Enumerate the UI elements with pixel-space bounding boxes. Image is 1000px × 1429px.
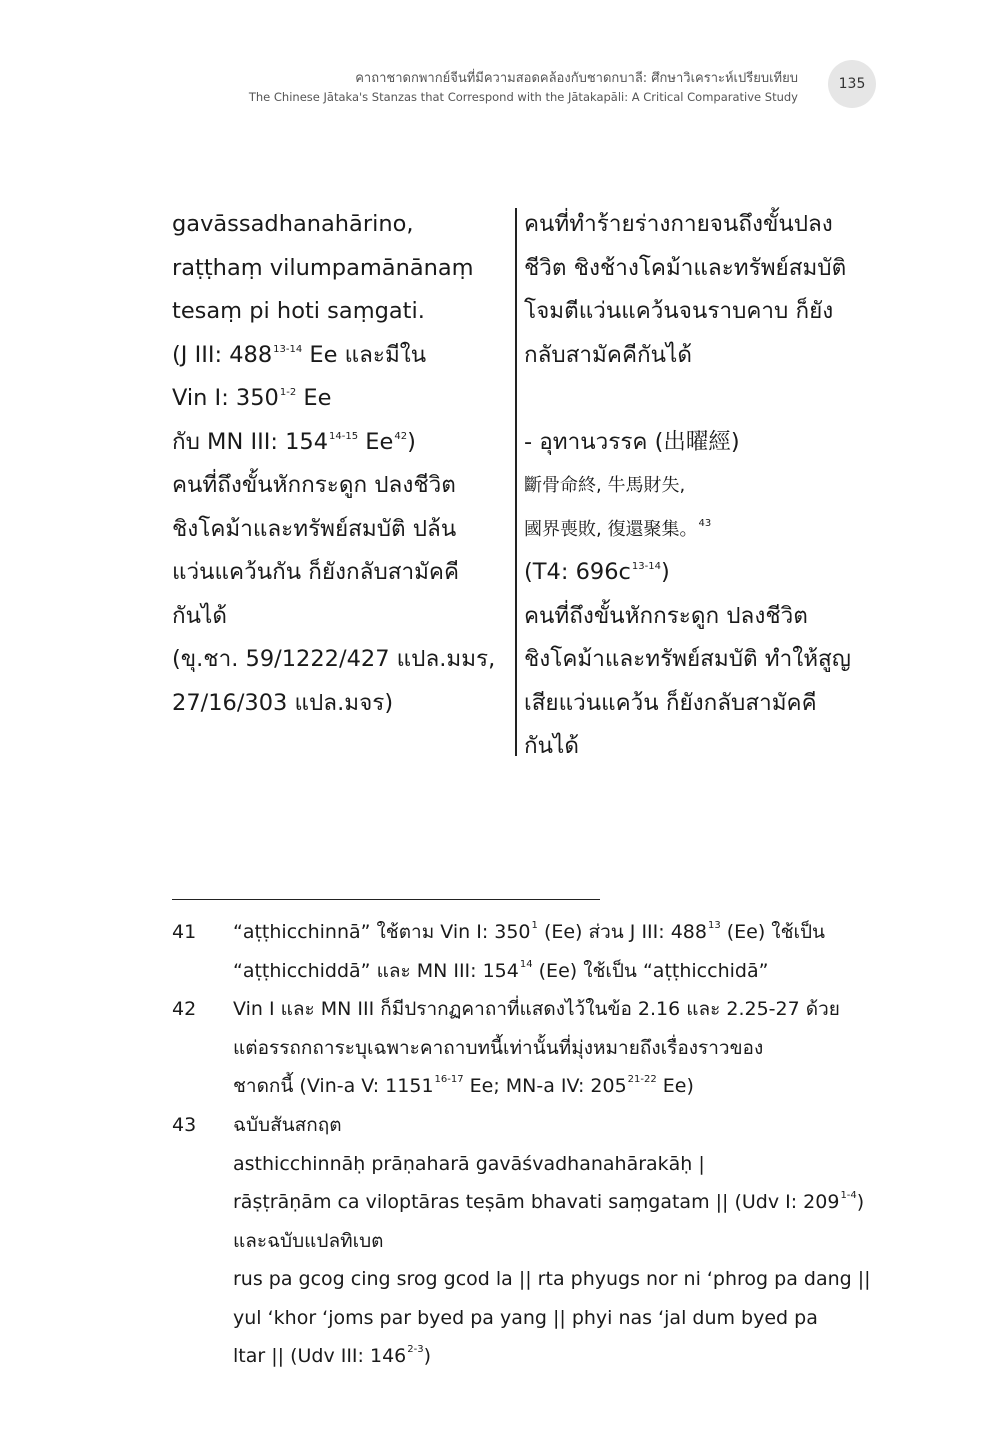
footnote-42: [172, 990, 872, 1106]
source-heading: - อุทานวรรค (出曜經): [524, 428, 740, 455]
footnote-number: 41: [172, 921, 197, 943]
left-column: [172, 203, 502, 725]
footnote-line: “aṭṭhicchiddā” และ MN III: $154^{14}$ (Ee) ใช้เป็น “aṭṭhicchidā”: [233, 958, 769, 982]
thai-translation-line: คนที่ทำร้ายร่างกายจนถึงขั้นปลง: [524, 211, 833, 237]
reference-line-1: (J III: 488$^{13-14}$ Ee และมีใน: [172, 341, 427, 368]
thai-translation-line: กลับสามัคคีกันได้: [524, 341, 692, 368]
footnote-line: yul ‘khor ‘joms par byed pa yang || phyi nas ‘jal dum byed pa: [233, 1306, 818, 1329]
thai-translation-line: ชิงโคม้าและทรัพย์สมบัติ ทำให้สูญ: [524, 646, 851, 672]
thai-translation-line: เสียแว่นแคว้น ก็ยังกลับสามัคคี: [524, 689, 817, 716]
thai-translation-line: แว่นแคว้นกัน ก็ยังกลับสามัคคี: [172, 559, 460, 585]
column-divider: [515, 208, 517, 756]
footnote-ref-43[interactable]: 43: [698, 517, 712, 529]
thai-translation-line: คนที่ถึงขั้นหักกระดูก ปลงชีวิต: [524, 602, 808, 629]
pali-line-3: tesaṃ pi hoti saṃgati.: [172, 298, 425, 324]
footnote-line: และฉบับแปลทิเบต: [233, 1229, 384, 1252]
footnote-43: [172, 1106, 872, 1376]
footnote-line: ltar || (Udv III: 146$^{2-3}$): [233, 1344, 432, 1367]
pali-line-1: gavāssadhanahārino,: [172, 211, 414, 237]
reference-line-2: Vin I: 350$^{1-2}$ Ee: [172, 385, 332, 411]
thai-translation-line: ชีวิต ชิงช้างโคม้าและทรัพย์สมบัติ: [524, 254, 847, 281]
thai-translation-line: กันได้: [524, 733, 579, 759]
thai-translation-line: ชิงโคม้าและทรัพย์สมบัติ ปล้น: [172, 515, 457, 542]
spacer: [524, 377, 864, 421]
footnote-line: rus pa gcog cing srog gcod la || rta phyugs nor ni ‘phrog pa dang ||: [233, 1268, 871, 1290]
footnote-line: asthicchinnāḥ prāṇaharā gavāśvadhanahārakāḥ |: [233, 1152, 705, 1175]
pali-line-2: raṭṭhaṃ vilumpamānānaṃ: [172, 254, 474, 281]
citation-line: (ขุ.ชา. 59/1222/427 แปล.มมร,: [172, 646, 496, 672]
thai-translation-line: คนที่ถึงขั้นหักกระดูก ปลงชีวิต: [172, 472, 456, 498]
chinese-verse-line-2: 國界喪敗, 復還聚集。$^{43}$: [524, 517, 712, 540]
chinese-verse-line-1: 斷骨命終, 牛馬財失,: [524, 475, 686, 496]
running-header: [249, 70, 798, 106]
footnote-number: 43: [172, 1114, 197, 1136]
header-title-thai: คาถาชาดกพากย์จีนที่มีความสอดคล้องกับชาดกบาลี: ศึกษาวิเคราะห์เปรียบเทียบ: [355, 71, 798, 86]
footnote-line: “aṭṭhicchinnā” ใช้ตาม Vin I: $350^1$ (Ee) ส่วน J III: $488^{13}$ (Ee) ใช้เป็น: [233, 920, 826, 943]
right-column: [524, 203, 864, 769]
footnote-number: 42: [172, 998, 197, 1020]
footnote-ref-42[interactable]: 42: [394, 430, 408, 442]
footnote-rule: [172, 899, 600, 900]
reference-line-3: กับ MN III: 154$^{14-15}$ Ee$^{42}$): [172, 428, 416, 455]
taisho-reference: (T4: $696c^{13-14}$): [524, 559, 670, 585]
footnote-line: ชาดกนี้ (Vin-a V: 1151$^{16-17}$ Ee; MN-a IV: 205$^{21-22}$ Ee): [233, 1074, 694, 1097]
thai-translation-line: กันได้: [172, 602, 227, 629]
footnote-line: rāṣṭrāṇām ca viloptāras teṣām bhavati saṃgatam || (Udv I: 209$^{1-4}$): [233, 1190, 865, 1213]
header-title-english: The Chinese Jātaka's Stanzas that Correspond with the Jātakapāli: A Critical Comparative Study: [248, 90, 798, 104]
citation-line: 27/16/303 แปล.มจร): [172, 689, 394, 716]
footnote-41: [172, 913, 872, 990]
thai-translation-line: โจมตีแว่นแคว้นจนราบคาบ ก็ยัง: [524, 298, 834, 324]
footnote-line: ฉบับสันสกฤต: [233, 1114, 342, 1136]
footnote-line: Vin I และ MN III ก็มีปรากฏคาถาที่แสดงไว้ในข้อ 2.16 และ 2.25-27 ด้วย: [233, 998, 840, 1020]
footnote-line: แต่อรรถกถาระบุเฉพาะคาถาบทนี้เท่านั้นที่มุ่งหมายถึงเรื่องราวของ: [233, 1036, 764, 1059]
page-number-badge: 135: [828, 60, 876, 108]
